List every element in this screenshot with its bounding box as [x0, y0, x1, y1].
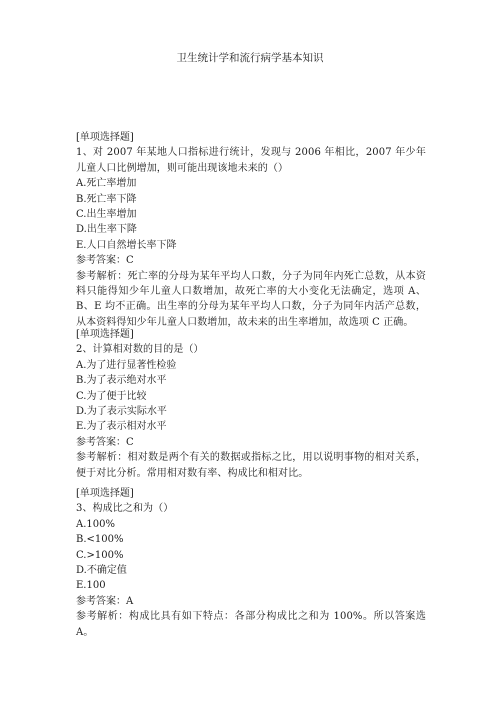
option-b: B.为了表示绝对水平 — [76, 375, 167, 387]
question-stem: 1、对 2007 年某地人口指标进行统计，发现与 2006 年相比，2007 年少年儿童人口比例增加，则可能出现该地未来的（） — [76, 147, 426, 174]
question-3 — [76, 486, 426, 640]
question-1 — [76, 130, 426, 330]
question-stem: 3、构成比之和为（） — [76, 503, 174, 515]
option-e: E.人口自然增长率下降 — [76, 239, 177, 251]
reference-answer: 参考答案：A — [76, 595, 134, 607]
option-b: B.<100% — [76, 534, 124, 546]
question-2 — [76, 327, 426, 481]
option-c: C.>100% — [76, 549, 124, 561]
question-type: [单项选择题] — [76, 132, 134, 143]
reference-analysis: 参考解析：死亡率的分母为某年平均人口数，分子为同年内死亡总数，从本资料只能得知少年儿童人口数增加，故死亡率的大小变化无法确定，选项 A、B、E 均不正确。出生率的分母为某年平均人口数，分子为同年内活产总数，从本资料得知少年儿童人口数增加，故未来的出生率增加，故选项 C 正确。 — [76, 270, 426, 328]
option-a: A.死亡率增加 — [76, 178, 137, 190]
question-stem: 2、计算相对数的目的是（） — [76, 344, 204, 356]
option-e: E.为了表示相对水平 — [76, 421, 167, 433]
document-title: 卫生统计学和流行病学基本知识 — [176, 52, 324, 64]
option-c: C.为了便于比较 — [76, 390, 147, 402]
option-d: D.出生率下降 — [76, 224, 137, 236]
question-type: [单项选择题] — [76, 329, 134, 340]
option-a: A.100% — [76, 518, 115, 530]
reference-answer: 参考答案：C — [76, 436, 134, 448]
reference-analysis: 参考解析：构成比具有如下特点：各部分构成比之和为 100%。所以答案选 A。 — [76, 611, 426, 638]
option-d: D.不确定值 — [76, 565, 127, 577]
option-e: E.100 — [76, 580, 106, 592]
option-d: D.为了表示实际水平 — [76, 406, 167, 418]
question-type: [单项选择题] — [76, 488, 134, 499]
option-a: A.为了进行显著性检验 — [76, 359, 177, 371]
option-b: B.死亡率下降 — [76, 193, 137, 205]
reference-analysis: 参考解析：相对数是两个有关的数据或指标之比，用以说明事物的相对关系，便于对比分析。常用相对数有率、构成比和相对比。 — [76, 452, 426, 479]
option-c: C.出生率增加 — [76, 209, 137, 221]
reference-answer: 参考答案：C — [76, 255, 134, 267]
